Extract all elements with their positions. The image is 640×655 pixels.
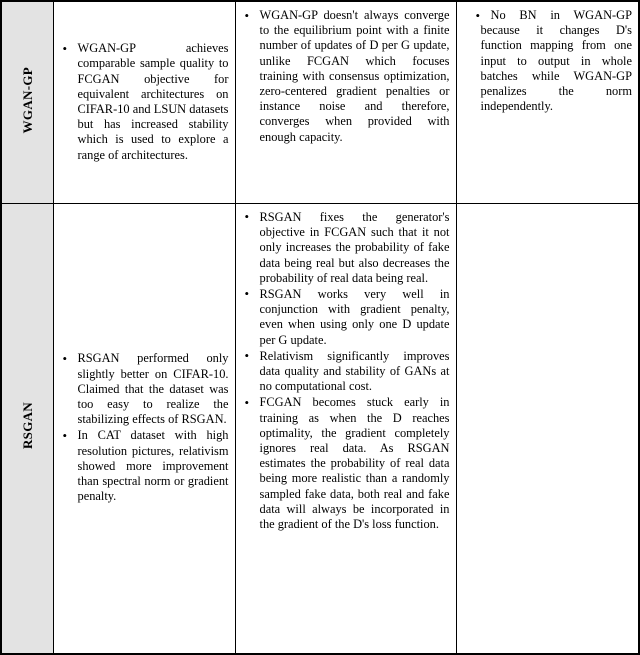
- bullet-list: [240, 210, 450, 532]
- table-row: [1, 1, 639, 203]
- list-item: [58, 428, 229, 504]
- bullet-text: • Relativism significantly improves data quality and stability of GANs at no computational cost.: [259, 348, 450, 394]
- bullet-text: • In CAT dataset with high resolution pictures, relativism showed more improvement than spectral norm or gradient penalty.: [77, 428, 229, 504]
- row-label-text: RSGAN: [19, 402, 35, 450]
- bullet-list: [461, 8, 633, 114]
- row-label-text: WGAN-GP: [19, 66, 35, 134]
- list-item: [240, 349, 450, 395]
- bullet-list: [240, 8, 450, 145]
- list-item: [240, 8, 450, 145]
- bullet-list: [58, 351, 229, 504]
- list-item: [240, 395, 450, 532]
- row-label-rsgan: [1, 203, 53, 654]
- row-label-wgan-gp: [1, 1, 53, 203]
- cell-rsgan-column-1: [53, 203, 235, 654]
- bullet-text: • WGAN-GP achieves comparable sample quality to FCGAN objective for equivalent architectures on CIFAR-10 and LSUN datasets but has increased stability which is used to explore a range of architectures.: [77, 41, 229, 162]
- bullet-text: • FCGAN becomes stuck early in training as when the D reaches optimality, the gradient completely ignores real data. As RSGAN estimates the probability of real data being more realistic than a randomly sampled fake data, both real and fake data will always be incorporated in the gradient of the D's loss function.: [259, 395, 450, 532]
- cell-wgan-gp-column-3: [456, 1, 639, 203]
- cell-rsgan-column-3: [456, 203, 639, 654]
- bullet-text: • WGAN-GP doesn't always converge to the equilibrium point with a finite number of updates of D per G update, unlike FCGAN which focuses training with consensus optimization, zero-centered gradient penalties or instance noise and therefore, converges when provided with enough capacity.: [259, 8, 450, 144]
- bullet-text: • No BN in WGAN-GP because it changes D's function mapping from one input to output in whole batches while WGAN-GP penalizes the norm independently.: [480, 8, 632, 114]
- list-item: [58, 351, 229, 427]
- table-row: [1, 203, 639, 654]
- bullet-text: • RSGAN fixes the generator's objective in FCGAN such that it not only increases the probability of fake data being real but also decreases the probability of real data being real.: [259, 209, 450, 285]
- cell-wgan-gp-column-1: [53, 1, 235, 203]
- bullet-text: • RSGAN performed only slightly better on CIFAR-10. Claimed that the dataset was too easy to realize the stabilizing effects of RSGAN.: [77, 351, 229, 427]
- bullet-text: • RSGAN works very well in conjunction with gradient penalty, even when using only one D update per G update.: [259, 286, 450, 347]
- cell-rsgan-column-2: [235, 203, 456, 654]
- list-item: [461, 8, 633, 114]
- list-item: [240, 287, 450, 348]
- list-item: [240, 210, 450, 286]
- bullet-list: [58, 41, 229, 163]
- list-item: [58, 41, 229, 163]
- cell-wgan-gp-column-2: [235, 1, 456, 203]
